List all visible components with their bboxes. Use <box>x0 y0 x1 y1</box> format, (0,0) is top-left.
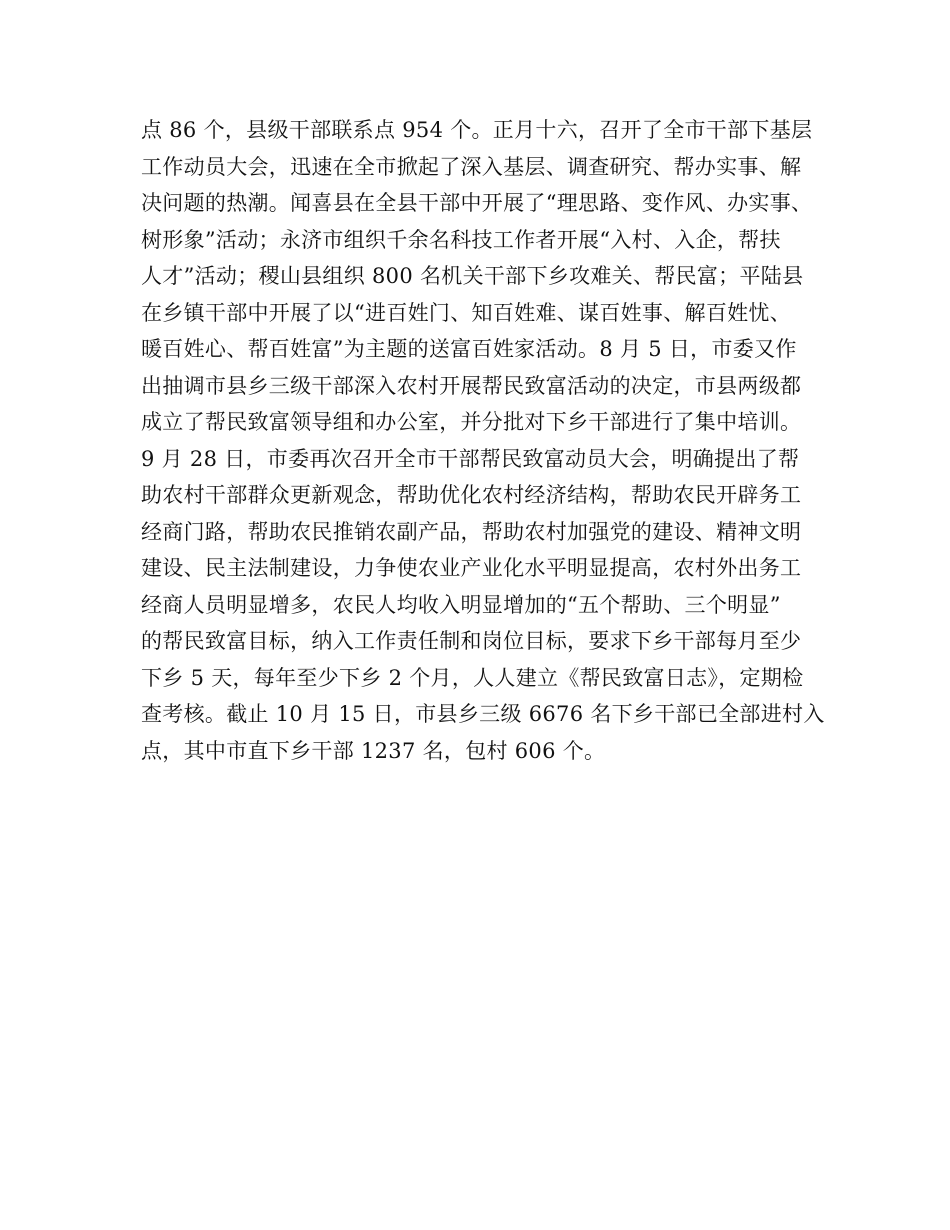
text-line: 在乡镇干部中开展了以“进百姓门、知百姓难、谋百姓事、解百姓忧、 <box>141 300 792 325</box>
text-line: 点，其中市直下乡干部 1237 名，包村 606 个。 <box>141 738 606 763</box>
text-line: 出抽调市县乡三级干部深入农村开展帮民致富活动的决定，市县两级都 <box>141 373 802 398</box>
text-line: 9 月 28 日，市委再次召开全市干部帮民致富动员大会，明确提出了帮 <box>141 446 800 471</box>
text-line: 经商门路，帮助农民推销农副产品，帮助农村加强党的建设、精神文明 <box>141 519 802 544</box>
text-line: 助农村干部群众更新观念，帮助优化农村经济结构，帮助农民开辟务工 <box>141 483 802 507</box>
text-line: 成立了帮民致富领导组和办公室，并分批对下乡干部进行了集中培训。 <box>141 410 802 434</box>
text-line: 决问题的热潮。闻喜县在全县干部中开展了“理思路、变作风、办实事、 <box>141 191 813 215</box>
text-line: 树形象”活动；永济市组织千余名科技工作者开展“入村、入企，帮扶 <box>141 227 781 252</box>
text-line: 工作动员大会，迅速在全市掀起了深入基层、调查研究、帮办实事、解 <box>141 154 802 179</box>
text-line: 人才”活动；稷山县组织 800 名机关干部下乡攻难关、帮民富；平陆县 <box>141 264 804 288</box>
text-line: 的帮民致富目标，纳入工作责任制和岗位目标，要求下乡干部每月至少 <box>141 629 802 653</box>
text-line: 暖百姓心、帮百姓富”为主题的送富百姓家活动。8 月 5 日，市委又作 <box>141 337 797 361</box>
text-line: 查考核。截止 10 月 15 日，市县乡三级 6676 名下乡干部已全部进村入 <box>141 702 825 726</box>
text-line: 下乡 5 天，每年至少下乡 2 个月，人人建立《帮民致富日志》，定期检 <box>141 665 804 690</box>
text-line: 建设、民主法制建设，力争使农业产业化水平明显提高，农村外出务工 <box>141 556 802 580</box>
text-line: 点 86 个，县级干部联系点 954 个。正月十六，召开了全市干部下基层 <box>141 118 813 142</box>
body-paragraph <box>141 112 825 769</box>
text-line: 经商人员明显增多，农民人均收入明显增加的“五个帮助、三个明显” <box>141 592 781 617</box>
